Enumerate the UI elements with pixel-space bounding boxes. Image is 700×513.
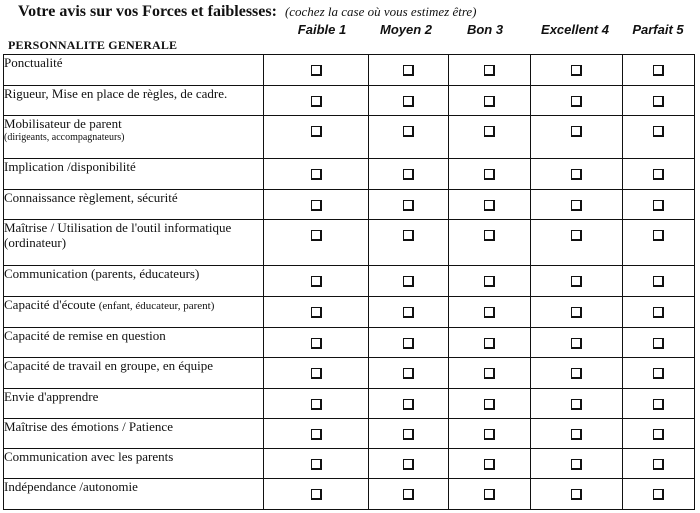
form-title: Votre avis sur vos Forces et faiblesses: [18, 3, 277, 20]
criterion-label: Capacité de travail en groupe, en équipe [4, 358, 213, 373]
rating-cell-excellent [531, 266, 623, 297]
rating-cell-moyen [369, 55, 449, 86]
rating-cell-moyen [369, 220, 449, 266]
column-header-faible: Faible 1 [297, 22, 347, 37]
rating-cell-parfait [623, 358, 695, 389]
rating-cell-faible [264, 190, 369, 220]
rating-cell-bon [449, 116, 531, 159]
criterion-cell [4, 479, 264, 510]
rating-cell-moyen [369, 159, 449, 190]
rating-cell-excellent [531, 449, 623, 479]
criterion-label: Maîtrise / Utilisation de l'outil informatique (ordinateur) [4, 220, 232, 250]
criterion-label: Rigueur, Mise en place de règles, de cadre. [4, 86, 228, 101]
rating-cell-parfait [623, 86, 695, 116]
table-row [4, 479, 695, 510]
rating-cell-parfait [623, 328, 695, 358]
empty-checkbox-icon[interactable] [653, 65, 664, 76]
rating-cell-faible [264, 266, 369, 297]
empty-checkbox-icon[interactable] [403, 169, 414, 180]
empty-checkbox-icon[interactable] [653, 96, 664, 107]
rating-cell-faible [264, 116, 369, 159]
rating-cell-parfait [623, 116, 695, 159]
empty-checkbox-icon[interactable] [653, 307, 664, 318]
criterion-cell [4, 297, 264, 328]
empty-checkbox-icon[interactable] [571, 169, 582, 180]
empty-checkbox-icon[interactable] [653, 459, 664, 470]
empty-checkbox-icon[interactable] [571, 429, 582, 440]
criterion-label: Maîtrise des émotions / Patience [4, 419, 173, 434]
rating-cell-faible [264, 220, 369, 266]
empty-checkbox-icon[interactable] [571, 276, 582, 287]
rating-cell-bon [449, 159, 531, 190]
column-header-bon: Bon 3 [466, 22, 504, 37]
rating-cell-moyen [369, 266, 449, 297]
criterion-label: Connaissance règlement, sécurité [4, 190, 178, 205]
rating-cell-moyen [369, 86, 449, 116]
rating-cell-excellent [531, 116, 623, 159]
empty-checkbox-icon[interactable] [403, 276, 414, 287]
empty-checkbox-icon[interactable] [403, 230, 414, 241]
empty-checkbox-icon[interactable] [653, 276, 664, 287]
rating-cell-excellent [531, 297, 623, 328]
criterion-cell [4, 190, 264, 220]
empty-checkbox-icon[interactable] [484, 230, 495, 241]
table-row [4, 419, 695, 449]
empty-checkbox-icon[interactable] [311, 307, 322, 318]
criterion-label: Indépendance /autonomie [4, 479, 138, 494]
criterion-note: (enfant, éducateur, parent) [98, 300, 215, 312]
empty-checkbox-icon[interactable] [403, 126, 414, 137]
rating-cell-parfait [623, 297, 695, 328]
empty-checkbox-icon[interactable] [653, 489, 664, 500]
column-header-excellent: Excellent 4 [541, 22, 609, 37]
empty-checkbox-icon[interactable] [484, 96, 495, 107]
empty-checkbox-icon[interactable] [403, 399, 414, 410]
empty-checkbox-icon[interactable] [571, 459, 582, 470]
empty-checkbox-icon[interactable] [571, 126, 582, 137]
criterion-cell [4, 328, 264, 358]
rating-cell-faible [264, 419, 369, 449]
criterion-label: Implication /disponibilité [4, 159, 136, 174]
empty-checkbox-icon[interactable] [311, 399, 322, 410]
empty-checkbox-icon[interactable] [311, 489, 322, 500]
rating-cell-parfait [623, 159, 695, 190]
rating-cell-parfait [623, 190, 695, 220]
empty-checkbox-icon[interactable] [484, 399, 495, 410]
rating-cell-faible [264, 55, 369, 86]
rating-cell-bon [449, 389, 531, 419]
rating-cell-moyen [369, 190, 449, 220]
empty-checkbox-icon[interactable] [653, 169, 664, 180]
empty-checkbox-icon[interactable] [653, 230, 664, 241]
rating-cell-parfait [623, 419, 695, 449]
criterion-label: Capacité d'écoute [4, 297, 96, 312]
empty-checkbox-icon[interactable] [311, 65, 322, 76]
rating-cell-bon [449, 266, 531, 297]
rating-cell-moyen [369, 116, 449, 159]
empty-checkbox-icon[interactable] [484, 429, 495, 440]
rating-cell-bon [449, 449, 531, 479]
rating-cell-moyen [369, 297, 449, 328]
criterion-subnote: (dirigeants, accompagnateurs) [4, 132, 125, 143]
criterion-label: Mobilisateur de parent [4, 116, 122, 131]
table-row [4, 190, 695, 220]
rating-cell-bon [449, 55, 531, 86]
empty-checkbox-icon[interactable] [653, 368, 664, 379]
rating-table-body [4, 55, 695, 510]
criterion-cell [4, 159, 264, 190]
empty-checkbox-icon[interactable] [571, 338, 582, 349]
empty-checkbox-icon[interactable] [571, 200, 582, 211]
empty-checkbox-icon[interactable] [653, 338, 664, 349]
empty-checkbox-icon[interactable] [403, 368, 414, 379]
empty-checkbox-icon[interactable] [311, 126, 322, 137]
table-row [4, 449, 695, 479]
rating-cell-bon [449, 220, 531, 266]
empty-checkbox-icon[interactable] [484, 65, 495, 76]
rating-cell-excellent [531, 419, 623, 449]
criterion-cell [4, 266, 264, 297]
empty-checkbox-icon[interactable] [484, 489, 495, 500]
rating-cell-faible [264, 449, 369, 479]
criterion-label: Envie d'apprendre [4, 389, 99, 404]
criterion-label: Capacité de remise en question [4, 328, 166, 343]
rating-cell-excellent [531, 328, 623, 358]
rating-cell-excellent [531, 358, 623, 389]
section-title: PERSONNALITE GENERALE [8, 38, 178, 52]
criterion-cell [4, 86, 264, 116]
empty-checkbox-icon[interactable] [311, 230, 322, 241]
table-row [4, 116, 695, 159]
rating-cell-excellent [531, 479, 623, 510]
empty-checkbox-icon[interactable] [311, 276, 322, 287]
rating-table [3, 54, 695, 510]
empty-checkbox-icon[interactable] [484, 169, 495, 180]
rating-cell-excellent [531, 159, 623, 190]
empty-checkbox-icon[interactable] [571, 230, 582, 241]
empty-checkbox-icon[interactable] [571, 96, 582, 107]
rating-cell-moyen [369, 419, 449, 449]
rating-cell-moyen [369, 389, 449, 419]
empty-checkbox-icon[interactable] [403, 200, 414, 211]
column-header-parfait: Parfait 5 [632, 22, 684, 37]
rating-cell-parfait [623, 479, 695, 510]
rating-cell-excellent [531, 389, 623, 419]
table-row [4, 297, 695, 328]
table-row [4, 328, 695, 358]
rating-cell-excellent [531, 55, 623, 86]
criterion-label: Communication (parents, éducateurs) [4, 266, 200, 281]
empty-checkbox-icon[interactable] [571, 65, 582, 76]
empty-checkbox-icon[interactable] [403, 489, 414, 500]
criterion-cell [4, 116, 264, 159]
empty-checkbox-icon[interactable] [311, 368, 322, 379]
empty-checkbox-icon[interactable] [311, 96, 322, 107]
empty-checkbox-icon[interactable] [403, 338, 414, 349]
table-row [4, 266, 695, 297]
form-title-line [18, 3, 477, 21]
criterion-label: Communication avec les parents [4, 449, 174, 464]
criterion-cell [4, 358, 264, 389]
rating-cell-bon [449, 419, 531, 449]
rating-cell-parfait [623, 266, 695, 297]
empty-checkbox-icon[interactable] [653, 429, 664, 440]
table-row [4, 358, 695, 389]
empty-checkbox-icon[interactable] [571, 368, 582, 379]
rating-cell-moyen [369, 449, 449, 479]
rating-cell-bon [449, 297, 531, 328]
rating-cell-parfait [623, 449, 695, 479]
empty-checkbox-icon[interactable] [403, 429, 414, 440]
empty-checkbox-icon[interactable] [571, 399, 582, 410]
empty-checkbox-icon[interactable] [484, 200, 495, 211]
rating-cell-excellent [531, 86, 623, 116]
rating-cell-faible [264, 86, 369, 116]
empty-checkbox-icon[interactable] [484, 126, 495, 137]
criterion-cell [4, 419, 264, 449]
criterion-cell [4, 449, 264, 479]
empty-checkbox-icon[interactable] [653, 200, 664, 211]
empty-checkbox-icon[interactable] [484, 307, 495, 318]
rating-cell-bon [449, 328, 531, 358]
rating-cell-parfait [623, 389, 695, 419]
empty-checkbox-icon[interactable] [311, 429, 322, 440]
rating-cell-faible [264, 389, 369, 419]
form-instruction: (cochez la case où vous estimez être) [284, 4, 477, 19]
empty-checkbox-icon[interactable] [484, 368, 495, 379]
criterion-cell [4, 55, 264, 86]
criterion-label: Ponctualité [4, 55, 63, 70]
table-row [4, 55, 695, 86]
column-header-moyen: Moyen 2 [379, 22, 432, 37]
empty-checkbox-icon[interactable] [484, 276, 495, 287]
empty-checkbox-icon[interactable] [311, 200, 322, 211]
empty-checkbox-icon[interactable] [403, 459, 414, 470]
empty-checkbox-icon[interactable] [484, 459, 495, 470]
empty-checkbox-icon[interactable] [571, 307, 582, 318]
empty-checkbox-icon[interactable] [311, 459, 322, 470]
empty-checkbox-icon[interactable] [403, 307, 414, 318]
rating-cell-moyen [369, 328, 449, 358]
empty-checkbox-icon[interactable] [484, 338, 495, 349]
rating-cell-faible [264, 297, 369, 328]
rating-cell-faible [264, 358, 369, 389]
rating-cell-moyen [369, 358, 449, 389]
rating-cell-bon [449, 86, 531, 116]
table-row [4, 86, 695, 116]
empty-checkbox-icon[interactable] [403, 96, 414, 107]
empty-checkbox-icon[interactable] [653, 399, 664, 410]
empty-checkbox-icon[interactable] [311, 169, 322, 180]
empty-checkbox-icon[interactable] [653, 126, 664, 137]
empty-checkbox-icon[interactable] [571, 489, 582, 500]
empty-checkbox-icon[interactable] [403, 65, 414, 76]
table-row [4, 220, 695, 266]
rating-cell-bon [449, 190, 531, 220]
criterion-cell [4, 220, 264, 266]
rating-cell-parfait [623, 220, 695, 266]
rating-cell-bon [449, 358, 531, 389]
rating-cell-parfait [623, 55, 695, 86]
table-row [4, 389, 695, 419]
rating-cell-excellent [531, 220, 623, 266]
criterion-cell [4, 389, 264, 419]
rating-cell-faible [264, 479, 369, 510]
rating-cell-moyen [369, 479, 449, 510]
rating-cell-bon [449, 479, 531, 510]
rating-cell-excellent [531, 190, 623, 220]
table-row [4, 159, 695, 190]
rating-cell-faible [264, 328, 369, 358]
empty-checkbox-icon[interactable] [311, 338, 322, 349]
rating-cell-faible [264, 159, 369, 190]
